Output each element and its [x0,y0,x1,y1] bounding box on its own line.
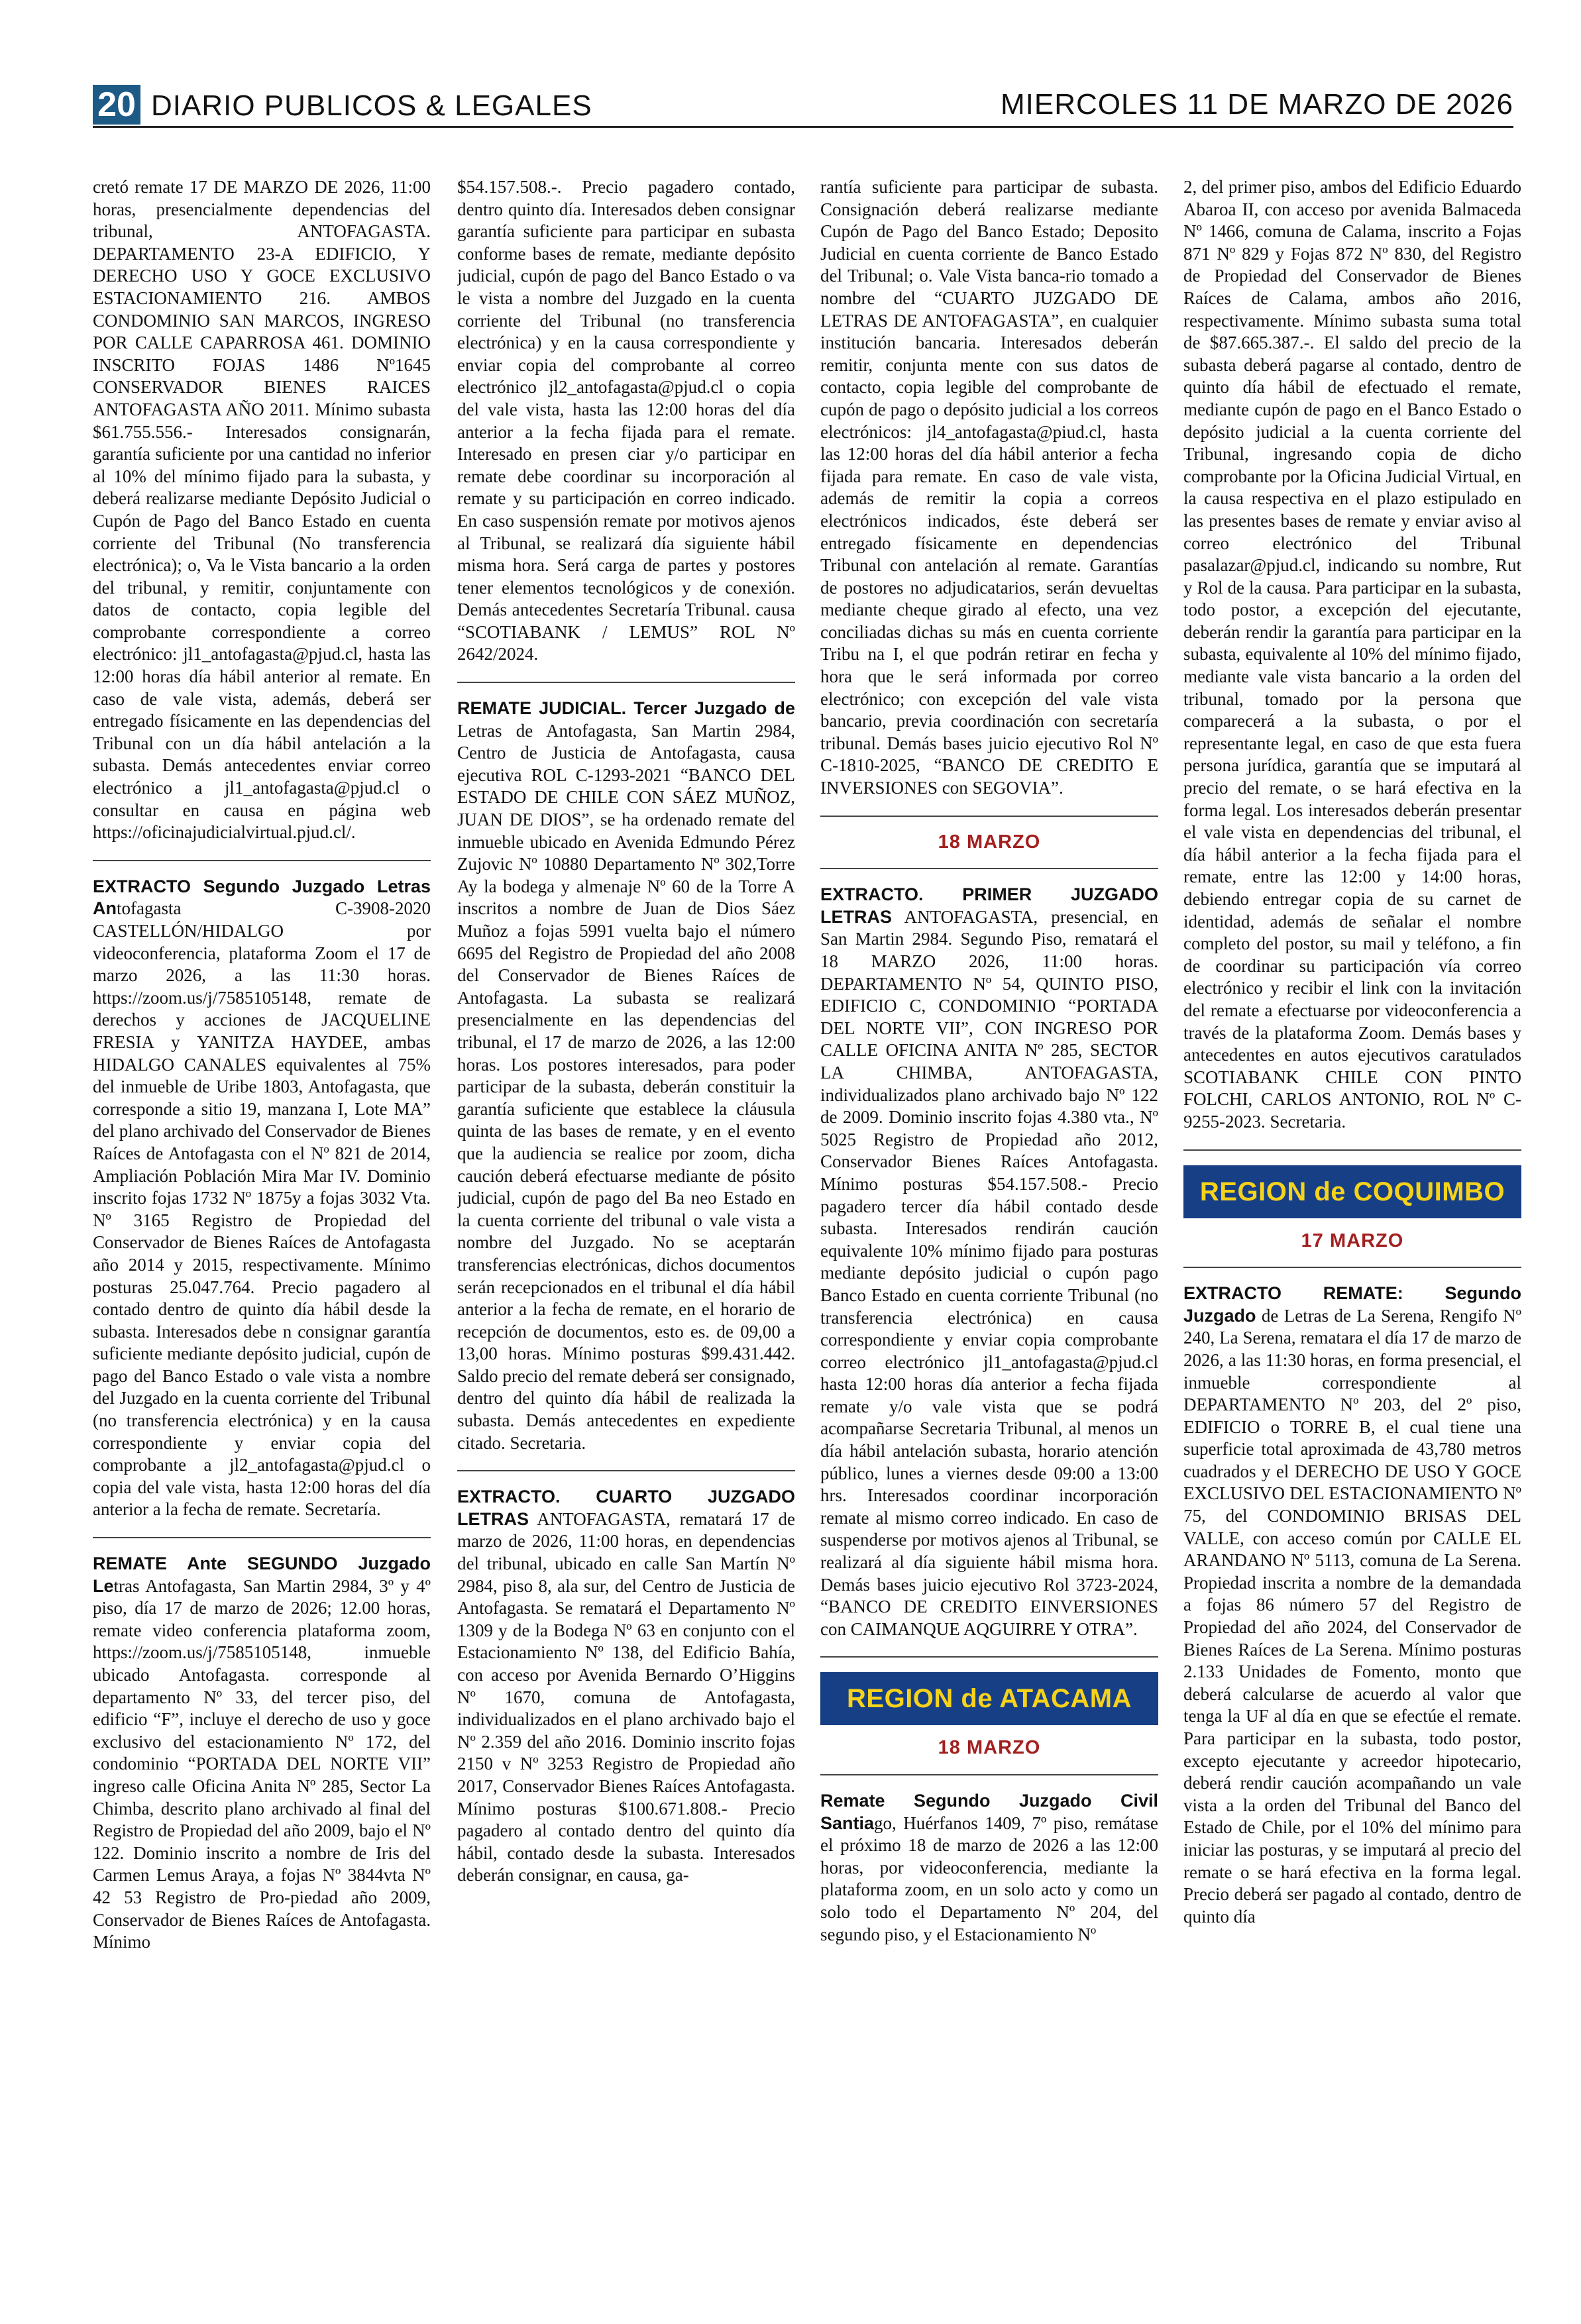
page-number: 20 [93,85,140,125]
notice-text: 2, del primer piso, ambos del Edificio Eduardo Abaroa II, con acceso por avenida Balmaceda Nº 1466, comuna de Calama, inscrito a Fojas 871 Nº 829 y Fojas 872 Nº 830, del Registro de Propiedad del Conservador de Bienes Raíces de Calama, ambos año 2016, respectivamente. Mínimo subasta suma total de $87.665.387.-. El saldo del precio de la subasta deberá pagarse al contado, dentro de quinto día hábil de efectuado el remate, mediante cupón de pago en el Banco Estado o depósito judicial a la cuenta corriente del Tribunal, ingresando copia de dicho comprobante por la Oficina Judicial Virtual, en la causa respectiva en el plazo estipulado en las presentes bases de remate y enviar aviso al correo electrónico del Tribunal pasalazar@pjud.cl, indicando su nombre, Rut y Rol de la causa. Para participar en la subasta, todo postor, a excepción del ejecutante, deberán rendir la garantía para participar en la subasta, equivalente al 10% del mínimo fijado, mediante vale vista bancario a la orden del tribunal, tomado por la persona que comparecerá a la subasta, o por el representante legal, en caso de que esta fuera persona jurídica, garantía que se imputará al precio del remate, o se hará efectiva en la forma legal. Los interesados deberán presentar el vale vista en dependencias del tribunal, el día hábil anterior a la fecha fijada para el remate, entre las 12:00 y 14:00 horas, debiendo entregar copia de su carnet de identidad, además de señalar el nombre completo del postor, su mail y teléfono, a fin de coordinar su participación vía correo electrónico y recibir el link con la invitación del remate a efectuarse por videoconferencia a través de la plataforma Zoom. Demás bases y antecedentes en autos ejecutivos caratulados SCOTIABANK CHILE CON PINTO FOLCHI, CARLOS ANTONIO, ROL Nº C-9255-2023. Secretaria. [1183,177,1521,1132]
notice-body: tofagasta C-3908-2020 CASTELLÓN/HIDALGO por videoconferencia, plataforma Zoom el 17 de marzo 2026, a las 11:30 horas. https://zoom.us/j/7585105148, remate de derechos y acciones de JACQUELINE FRESIA y YANITZA HAYDEE, ambas HIDALGO CANALES equivalentes al 75% del inmueble de Uribe 1803, Antofagasta, que corresponde a sitio 19, manzana I, Lote MA” del plano archivado del Conservador de Bienes Raíces de Antofagasta con el Nº 821 de 2014, Ampliación Población Mira Mar IV. Dominio inscrito fojas 1732 Nº 1875y a fojas 3032 Vta. Nº 3165 Registro de Propiedad del Conservador de Bienes Raíces de Antofagasta año 2014 y 2015, respectivamente. Mínimo posturas 25.047.764. Precio pagadero al contado dentro de quinto día hábil desde la subasta. Interesados debe n consignar garantía suficiente mediante depósito judicial, cupón de pago del Banco Estado o vale vista a nombre del Juzgado en la cuenta corriente del Tribunal (no transferencia electrónica) y en la causa correspondiente y enviar copia del comprobante a jl2_antofagasta@pjud.cl o copia del vale vista, hasta 12:00 horas del día anterior a la fecha de remate. Secretaría. [93,898,431,1520]
header-divider [93,126,1513,128]
publication-name: DIARIO PUBLICOS & LEGALES [151,89,592,122]
notice [820,1790,1158,1946]
notice-divider [820,1656,1158,1658]
region-banner-atacama: REGION de ATACAMA [820,1672,1158,1725]
notice-body: ANTOFAGASTA, presencial, en San Martin 2984. Segundo Piso, rematará el 18 MARZO 2026, 11:00 horas. DEPARTAMENTO Nº 54, QUINTO PISO, EDIFICIO C, CONDOMINIO “PORTADA DEL NORTE VII”, CON INGRESO POR CALLE OFICINA ANITA Nº 285, SECTOR LA CHIMBA, ANTOFAGASTA, individualizados plano archivado bajo Nº 122 de 2009. Dominio inscrito fojas 4.380 vta., Nº 5025 Registro de Propiedad año 2012, Conservador Bienes Raíces Antofagasta. Mínimo posturas $54.157.508.- Precio pagadero tercer día hábil contado desde subasta. Interesados rendirán caución equivalente 10% mínimo fijado para posturas mediante depósito judicial o cupón pago Banco Estado en cuenta corriente Tribunal (no transferencia electrónica) en causa correspondiente y enviar copia comprobante correo electrónico jl1_antofagasta@pjud.cl hasta 12:00 horas día anterior a fecha fijada remate y/o vale vista que se podrá acompañarse Secretaria Tribunal, al menos un día hábil antelación subasta, horario atención público, lunes a viernes desde 09:00 a 13:00 hrs. Interesados coordinar incorporación remate al mismo correo indicado. En caso de suspenderse por motivos ajenos al Tribunal, se realizará al día siguiente hábil misma hora. Demás bases juicio ejecutivo Rol 3723-2024, “BANCO DE CREDITO EINVERSIONES con CAIMANQUE AQGUIRRE Y OTRA”. [820,906,1158,1639]
notice-divider [820,868,1158,869]
notice-divider [820,1774,1158,1775]
notice [457,698,795,1454]
notice-heading: EXTRACTO REMATE: Segundo Juzgado [1183,1283,1521,1326]
notice-divider [457,682,795,683]
notice [1183,1283,1521,1928]
notice-divider [1183,1267,1521,1268]
notice-heading: EXTRACTO. PRIMER JUZGADO LETRAS [820,884,1158,927]
column-3 [820,176,1158,2263]
notice [457,1486,795,1887]
notice [93,1553,431,1954]
region-banner-coquimbo: REGION de COQUIMBO [1183,1165,1521,1218]
column-4 [1183,176,1521,2263]
notice-divider [93,860,431,861]
notice-divider [457,1470,795,1471]
notice-heading: EXTRACTO Segundo Juzgado Letras An [93,876,431,919]
publication-date: MIERCOLES 11 DE MARZO DE 2026 [1001,88,1513,121]
date-heading: 18 MARZO [938,831,1041,853]
page-header [93,85,1513,126]
notice-divider [820,816,1158,817]
notice [93,876,431,1521]
notice-body: go, Huérfanos 1409, 7º piso, remátase el próximo 18 de marzo de 2026 a las 12:00 horas, por videoconferencia, mediante la plataforma zoom, en un solo acto y como un solo todo el Departamento Nº 204, del segundo piso, y el Estacionamiento Nº [820,1813,1158,1944]
notice-heading: REMATE Ante SEGUNDO Juzgado Le [93,1554,431,1596]
notice-text: rantía suficiente para participar de subasta. Consignación deberá realizarse mediante Cupón de Pago del Banco Estado; Deposito Judicial en cuenta corriente de Banco Estado del Tribunal; o. Vale Vista banca-rio tomado a nombre del “CUARTO JUZGADO DE LETRAS DE ANTOFAGASTA”, en cualquier institución bancaria. Interesados deberán remitir, conjunta mente con sus datos de contacto, copia legible del comprobante de cupón de pago o depósito judicial a los correos electrónicos: jl4_antofagasta@piud.cl, hasta las 12:00 horas del día hábil anterior a fecha fijada para remate. En caso de vale vista, además de remitir la copia a correos electrónicos indicados, éste deberá ser entregado físicamente en dependencias Tribunal con antelación al remate. Garantías de postores no adjudicatarios, serán devueltas mediante cheque girado al efecto, una vez conciliadas dichas su más en cuenta corriente Tribu na I, el que podrán retirar en fecha y hora que le será informada por correo electrónico; con excepción del vale vista bancario, previa coordinación con secretaría tribunal. Demás bases juicio ejecutivo Rol Nº C-1810-2025, “BANCO DE CREDITO E INVERSIONES con SEGOVIA”. [820,177,1158,798]
notice-divider [93,1537,431,1538]
notice-heading: Remate Segundo Juzgado Civil Santia [820,1791,1158,1833]
notice-body: de Letras de La Serena, Rengifo Nº 240, La Serena, rematara el día 17 de marzo de 2026, a las 11:30 horas, en forma presencial, el inmueble correspondiente al DEPARTAMENTO Nº 203, del 2º piso, EDIFICIO o TORRE B, el cual tiene una superficie total aproximada de 43,780 metros cuadrados y el DERECHO DE USO Y GOCE EXCLUSIVO DEL ESTACIONAMIENTO Nº 75, del CONDOMINIO BRISAS DEL VALLE, con acceso común por CALLE EL ARANDANO Nº 5113, comuna de La Serena. Propiedad inscrita a nombre de la demandada a fojas 86 número 57 del Registro de Propiedad del año 2024, del Conservador de Bienes Raíces de La Serena. Mínimo posturas 2.133 Unidades de Fomento, monto que deberá calcularse de acuerdo al valor que tenga la UF al día en que se efectúe el remate. Para participar en la subasta, todo postor, excepto ejecutante y acreedor hipotecario, deberá rendir caución acompañando un vale vista a la orden del Tribunal del Banco del Estado de Chile, por el 10% del mínimo para iniciar las posturas, y se imputará al precio del remate o se hará efectiva en la forma legal. Precio deberá ser pagado al contado, dentro de quinto día [1183,1305,1521,1927]
column-2 [457,176,795,2263]
notice-body: ANTOFAGASTA, rematará 17 de marzo de 2026, 11:00 horas, en dependencias del tribunal, ubicado en calle San Martín Nº 2984, piso 8, ala sur, del Centro de Justicia de Antofagasta. Se rematará el Departamento Nº 1309 y de la Bodega Nº 63 en conjunto con el Estacionamiento Nº 138, del Edificio Bahía, con acceso por Avenida Bernardo O’Higgins Nº 1670, comuna de Antofagasta, individualizados en el plano archivado bajo el Nº 2.359 del año 2016. Dominio inscrito fojas 2150 v Nº 3253 Registro de Propiedad año 2017, Conservador Bienes Raíces Antofagasta. Mínimo posturas $100.671.808.- Precio pagadero al contado dentro del quinto día hábil, contado desde la subasta. Interesados deberán consignar, en causa, ga- [457,1508,795,1885]
notice-divider [1183,1149,1521,1151]
notice-heading: REMATE JUDICIAL. Tercer Juzgado de [457,698,795,719]
notice-heading: EXTRACTO. CUARTO JUZGADO LETRAS [457,1487,795,1529]
notice [820,884,1158,1640]
column-1 [93,176,431,2263]
notice-text: $54.157.508.-. Precio pagadero contado, dentro quinto día. Interesados deben consignar garantía suficiente para participar en subasta conforme bases de remate, mediante depósito judicial, cupón de pago del Banco Estado o va le vista a nombre del Juzgado en la cuenta corriente del Tribunal (no transferencia electrónica) y en la causa correspondiente y enviar copia del comprobante al correo electrónico jl2_antofagasta@pjud.cl o copia del vale vista, hasta las 12:00 horas del día anterior a la fecha fijada para el remate. Interesado en presen ciar y/o participar en remate debe coordinar su incorporación al remate y su participación en correo indicado. En caso suspensión remate por motivos ajenos al Tribunal, se realizará día siguiente hábil misma hora. Será carga de partes y postores tener elementos tecnológicos y de conexión. Demás antecedentes Secretaría Tribunal. causa “SCOTIABANK / LEMUS” ROL Nº 2642/2024. [457,177,795,664]
notice-body: tras Antofagasta, San Martin 2984, 3º y 4º piso, día 17 de marzo de 2026; 12.00 horas, remate video conferencia plataforma zoom, https://zoom.us/j/7585105148, inmueble ubicado Antofagasta. corresponde al departamento Nº 33, del tercer piso, del edificio “F”, incluye el derecho de uso y goce exclusivo del estacionamiento Nº 172, del condominio “PORTADA DEL NORTE VII” ingreso calle Oficina Anita Nº 285, Sector La Chimba, descrito plano archivado al final del Registro de Propiedad del año 2009, bajo el Nº 122. Dominio inscrito a nombre de Iris del Carmen Lemus Araya, a fojas Nº 3844vta Nº 42 53 Registro de Pro-piedad año 2009, Conservador de Bienes Raíces de Antofagasta. Mínimo [93,1575,431,1952]
date-heading: 17 MARZO [1301,1230,1404,1251]
notice-text: cretó remate 17 DE MARZO DE 2026, 11:00 horas, presencialmente dependencias del tribunal, ANTOFAGASTA. DEPARTAMENTO 23-A EDIFICIO, Y DERECHO USO Y GOCE EXCLUSIVO ESTACIONAMIENTO 216. AMBOS CONDOMINIO SAN MARCOS, INGRESO POR CALLE CAPARROSA 461. DOMINIO INSCRITO FOJAS 1486 Nº1645 CONSERVADOR BIENES RAICES ANTOFAGASTA AÑO 2011. Mínimo subasta $61.755.556.- Interesados consignarán, garantía suficiente por una cantidad no inferior al 10% del mínimo fijado para la subasta, y deberá realizarse mediante Depósito Judicial o Cupón de Pago del Banco Estado en cuenta corriente del Tribunal (No transferencia electrónica); o, Va le Vista bancario a la orden del tribunal, y remitir, conjuntamente con datos de contacto, copia legible del comprobante correspondiente a correo electrónico: jl1_antofagasta@pjud.cl, hasta las 12:00 horas día hábil anterior al remate. En caso de vale vista, además, deberá ser entregado físicamente en las dependencias del Tribunal con un día hábil antelación a la subasta. Demás antecedentes enviar correo electrónico a jl1_antofagasta@pjud.cl o consultar en causa en página web https://oficinajudicialvirtual.pjud.cl/. [93,177,431,843]
notice-body: Letras de Antofagasta, San Martin 2984, Centro de Justicia de Antofagasta, causa ejecutiva ROL C-1293-2021 “BANCO DEL ESTADO DE CHILE CON SÁEZ MUÑOZ, JUAN DE DIOS”, se ha ordenado remate del inmueble ubicado en Avenida Edmundo Pérez Zujovic Nº 10880 Departamento Nº 302,Torre Ay la bodega y almenaje Nº 60 de la Torre A inscritos a nombre de Juan de Dios Sáez Muñoz a fojas 5991 vuelta bajo el número 6695 del Registro de Propiedad del año 2008 del Conservador de Bienes Raíces de Antofagasta. La subasta se realizará presencialmente en las dependencias del tribunal, el 17 de marzo de 2026, a las 12:00 horas. Los postores interesados, para poder participar de la subasta, deberán constituir la garantía suficiente que establece la cláusula quinta de las bases de remate, y en el evento que la audiencia se realice por zoom, dicha caución deberá efectuarse mediante de pósito judicial, cupón de pago del Ba neo Estado en la cuenta corriente del tribunal o vale vista a nombre del Juzgado. No se aceptarán transferencias electrónicas, dichos documentos serán recepcionados en el tribunal el día hábil anterior a la fecha de remate, en el horario de recepción de documentos, esto es. de 09,00 a 13,00 horas. Mínimo posturas $99.431.442. Saldo precio del remate deberá ser consignado, dentro del quinto día hábil de realizada la subasta. Demás antecedentes en expediente citado. Secretaria. [457,720,795,1453]
date-heading: 18 MARZO [938,1737,1041,1759]
